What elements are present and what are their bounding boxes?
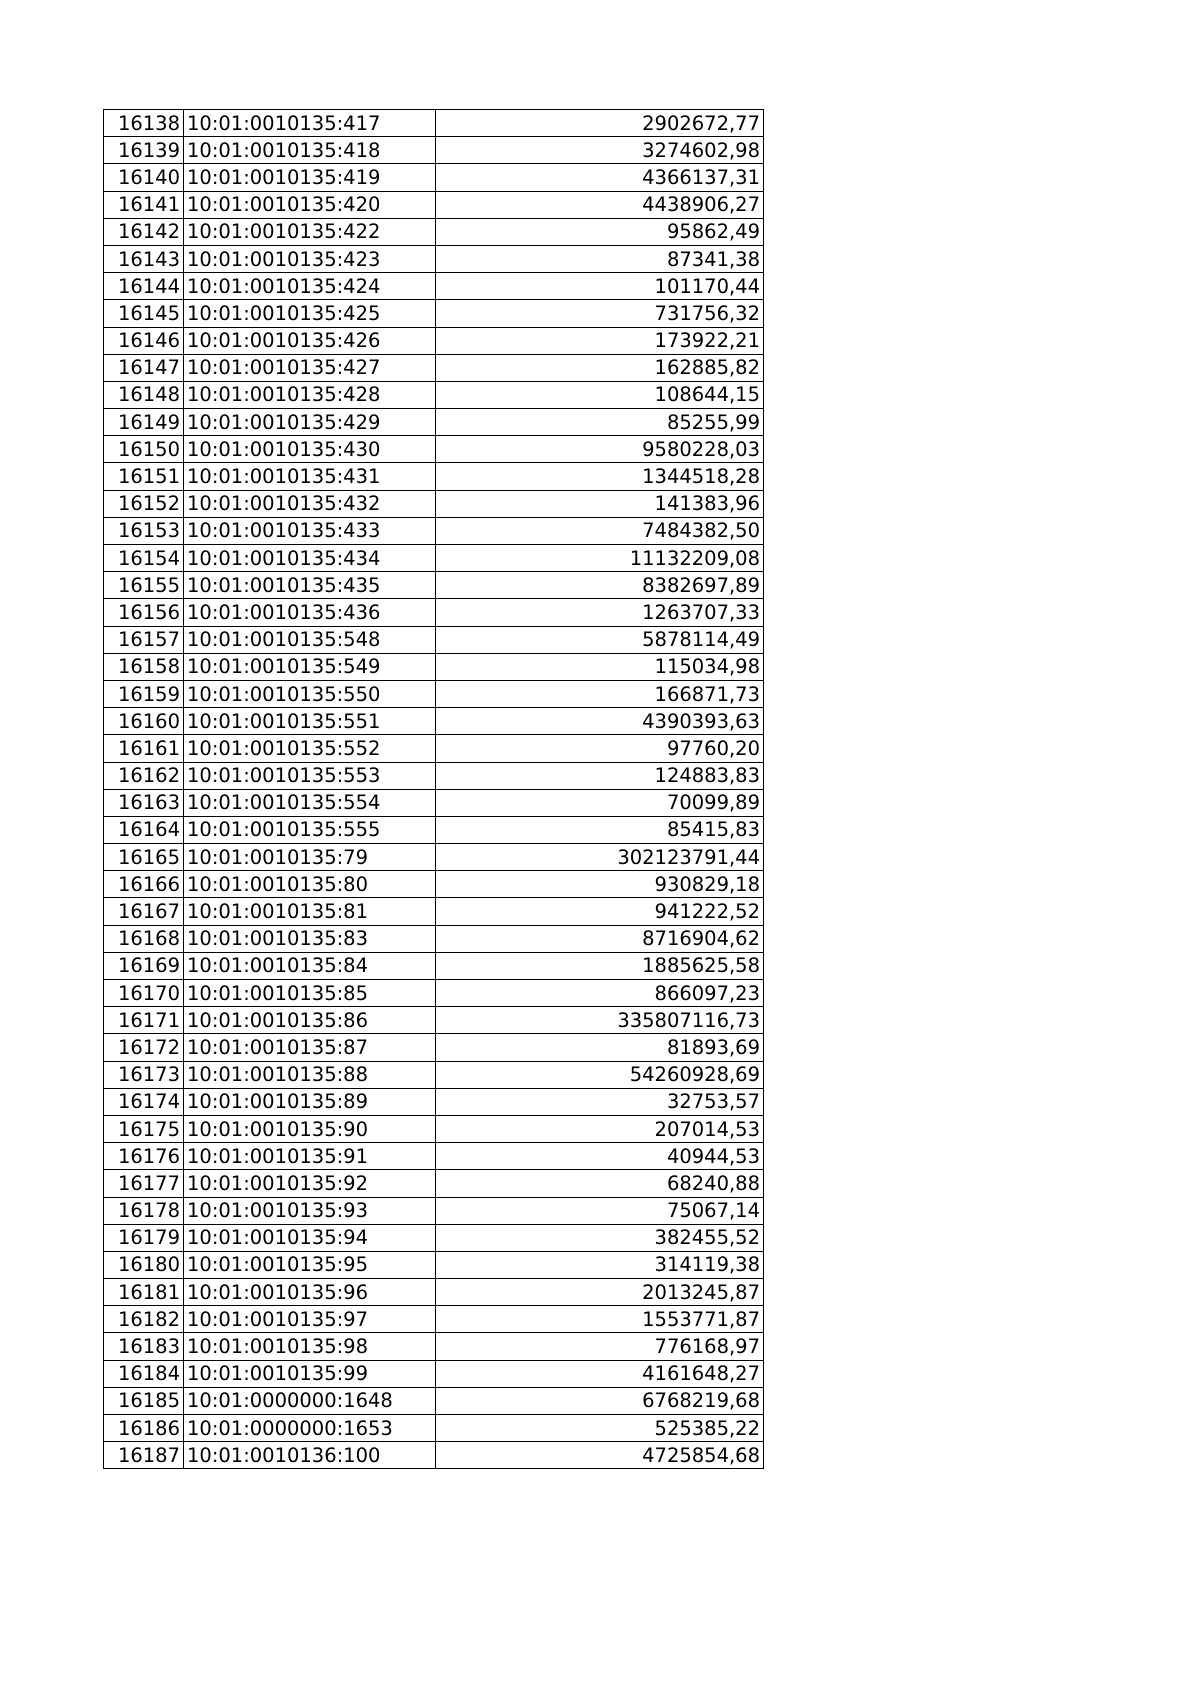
table-row bbox=[104, 1197, 764, 1224]
value-cell: 382455,52 bbox=[436, 1224, 764, 1251]
cadastral-number-cell: 10:01:0010135:426 bbox=[184, 327, 436, 354]
value-cell: 32753,57 bbox=[436, 1088, 764, 1115]
row-number-cell: 16163 bbox=[104, 789, 184, 816]
table-row bbox=[104, 273, 764, 300]
row-number-cell: 16166 bbox=[104, 871, 184, 898]
row-number-cell: 16178 bbox=[104, 1197, 184, 1224]
cadastral-number-cell: 10:01:0010135:98 bbox=[184, 1333, 436, 1360]
table-row bbox=[104, 1034, 764, 1061]
cadastral-number-cell: 10:01:0010135:86 bbox=[184, 1007, 436, 1034]
table-row bbox=[104, 1061, 764, 1088]
value-cell: 302123791,44 bbox=[436, 844, 764, 871]
cadastral-number-cell: 10:01:0010135:85 bbox=[184, 980, 436, 1007]
row-number-cell: 16172 bbox=[104, 1034, 184, 1061]
row-number-cell: 16183 bbox=[104, 1333, 184, 1360]
value-cell: 5878114,49 bbox=[436, 626, 764, 653]
table-row bbox=[104, 191, 764, 218]
value-cell: 314119,38 bbox=[436, 1251, 764, 1278]
row-number-cell: 16143 bbox=[104, 245, 184, 272]
value-cell: 95862,49 bbox=[436, 218, 764, 245]
value-cell: 108644,15 bbox=[436, 381, 764, 408]
value-cell: 4366137,31 bbox=[436, 164, 764, 191]
table-row bbox=[104, 1088, 764, 1115]
table-row bbox=[104, 110, 764, 137]
cadastral-number-cell: 10:01:0010135:95 bbox=[184, 1251, 436, 1278]
value-cell: 866097,23 bbox=[436, 980, 764, 1007]
cadastral-number-cell: 10:01:0010135:417 bbox=[184, 110, 436, 137]
cadastral-number-cell: 10:01:0010135:81 bbox=[184, 898, 436, 925]
row-number-cell: 16184 bbox=[104, 1360, 184, 1387]
table-row bbox=[104, 680, 764, 707]
table-row bbox=[104, 572, 764, 599]
cadastral-number-cell: 10:01:0010135:427 bbox=[184, 354, 436, 381]
value-cell: 1344518,28 bbox=[436, 463, 764, 490]
table-row bbox=[104, 1224, 764, 1251]
row-number-cell: 16158 bbox=[104, 653, 184, 680]
cadastral-value-table bbox=[103, 109, 764, 1469]
row-number-cell: 16173 bbox=[104, 1061, 184, 1088]
cadastral-number-cell: 10:01:0010135:553 bbox=[184, 762, 436, 789]
table-row bbox=[104, 490, 764, 517]
cadastral-number-cell: 10:01:0010135:554 bbox=[184, 789, 436, 816]
value-cell: 8382697,89 bbox=[436, 572, 764, 599]
row-number-cell: 16164 bbox=[104, 816, 184, 843]
cadastral-number-cell: 10:01:0000000:1653 bbox=[184, 1415, 436, 1442]
row-number-cell: 16182 bbox=[104, 1306, 184, 1333]
row-number-cell: 16151 bbox=[104, 463, 184, 490]
cadastral-number-cell: 10:01:0010135:91 bbox=[184, 1143, 436, 1170]
cadastral-number-cell: 10:01:0010136:100 bbox=[184, 1442, 436, 1469]
table-row bbox=[104, 952, 764, 979]
value-cell: 4161648,27 bbox=[436, 1360, 764, 1387]
value-cell: 101170,44 bbox=[436, 273, 764, 300]
cadastral-number-cell: 10:01:0010135:90 bbox=[184, 1115, 436, 1142]
cadastral-number-cell: 10:01:0010135:93 bbox=[184, 1197, 436, 1224]
row-number-cell: 16152 bbox=[104, 490, 184, 517]
cadastral-number-cell: 10:01:0010135:431 bbox=[184, 463, 436, 490]
row-number-cell: 16156 bbox=[104, 599, 184, 626]
value-cell: 115034,98 bbox=[436, 653, 764, 680]
row-number-cell: 16148 bbox=[104, 381, 184, 408]
table-row bbox=[104, 409, 764, 436]
value-cell: 11132209,08 bbox=[436, 545, 764, 572]
cadastral-number-cell: 10:01:0010135:551 bbox=[184, 708, 436, 735]
value-cell: 525385,22 bbox=[436, 1415, 764, 1442]
value-cell: 1885625,58 bbox=[436, 952, 764, 979]
row-number-cell: 16160 bbox=[104, 708, 184, 735]
table-row bbox=[104, 327, 764, 354]
table-row bbox=[104, 816, 764, 843]
value-cell: 124883,83 bbox=[436, 762, 764, 789]
value-cell: 54260928,69 bbox=[436, 1061, 764, 1088]
value-cell: 141383,96 bbox=[436, 490, 764, 517]
cadastral-number-cell: 10:01:0010135:83 bbox=[184, 925, 436, 952]
table-row bbox=[104, 545, 764, 572]
cadastral-number-cell: 10:01:0010135:88 bbox=[184, 1061, 436, 1088]
cadastral-number-cell: 10:01:0010135:433 bbox=[184, 517, 436, 544]
value-cell: 162885,82 bbox=[436, 354, 764, 381]
table-row bbox=[104, 137, 764, 164]
table-row bbox=[104, 708, 764, 735]
table-row bbox=[104, 381, 764, 408]
row-number-cell: 16149 bbox=[104, 409, 184, 436]
table-row bbox=[104, 1170, 764, 1197]
cadastral-number-cell: 10:01:0010135:429 bbox=[184, 409, 436, 436]
cadastral-number-cell: 10:01:0010135:548 bbox=[184, 626, 436, 653]
row-number-cell: 16180 bbox=[104, 1251, 184, 1278]
table-row bbox=[104, 463, 764, 490]
row-number-cell: 16144 bbox=[104, 273, 184, 300]
value-cell: 4438906,27 bbox=[436, 191, 764, 218]
table-row bbox=[104, 1251, 764, 1278]
cadastral-number-cell: 10:01:0010135:423 bbox=[184, 245, 436, 272]
table-row bbox=[104, 300, 764, 327]
row-number-cell: 16141 bbox=[104, 191, 184, 218]
row-number-cell: 16187 bbox=[104, 1442, 184, 1469]
cadastral-number-cell: 10:01:0010135:89 bbox=[184, 1088, 436, 1115]
value-cell: 166871,73 bbox=[436, 680, 764, 707]
value-cell: 776168,97 bbox=[436, 1333, 764, 1360]
cadastral-number-cell: 10:01:0010135:424 bbox=[184, 273, 436, 300]
value-cell: 70099,89 bbox=[436, 789, 764, 816]
table-row bbox=[104, 898, 764, 925]
table-row bbox=[104, 1279, 764, 1306]
value-cell: 1553771,87 bbox=[436, 1306, 764, 1333]
cadastral-number-cell: 10:01:0010135:550 bbox=[184, 680, 436, 707]
value-cell: 3274602,98 bbox=[436, 137, 764, 164]
table-row bbox=[104, 599, 764, 626]
table-row bbox=[104, 1115, 764, 1142]
table-row bbox=[104, 517, 764, 544]
table-row bbox=[104, 789, 764, 816]
value-cell: 335807116,73 bbox=[436, 1007, 764, 1034]
table-row bbox=[104, 1007, 764, 1034]
row-number-cell: 16140 bbox=[104, 164, 184, 191]
table-row bbox=[104, 735, 764, 762]
value-cell: 40944,53 bbox=[436, 1143, 764, 1170]
cadastral-number-cell: 10:01:0010135:97 bbox=[184, 1306, 436, 1333]
value-cell: 4725854,68 bbox=[436, 1442, 764, 1469]
table-row bbox=[104, 1333, 764, 1360]
value-cell: 68240,88 bbox=[436, 1170, 764, 1197]
table-row bbox=[104, 925, 764, 952]
value-cell: 207014,53 bbox=[436, 1115, 764, 1142]
row-number-cell: 16155 bbox=[104, 572, 184, 599]
row-number-cell: 16150 bbox=[104, 436, 184, 463]
value-cell: 6768219,68 bbox=[436, 1387, 764, 1414]
cadastral-number-cell: 10:01:0010135:99 bbox=[184, 1360, 436, 1387]
value-cell: 2902672,77 bbox=[436, 110, 764, 137]
row-number-cell: 16154 bbox=[104, 545, 184, 572]
value-cell: 173922,21 bbox=[436, 327, 764, 354]
cadastral-number-cell: 10:01:0010135:96 bbox=[184, 1279, 436, 1306]
row-number-cell: 16186 bbox=[104, 1415, 184, 1442]
value-cell: 930829,18 bbox=[436, 871, 764, 898]
value-cell: 97760,20 bbox=[436, 735, 764, 762]
row-number-cell: 16177 bbox=[104, 1170, 184, 1197]
row-number-cell: 16138 bbox=[104, 110, 184, 137]
cadastral-number-cell: 10:01:0010135:434 bbox=[184, 545, 436, 572]
cadastral-number-cell: 10:01:0010135:436 bbox=[184, 599, 436, 626]
table-row bbox=[104, 436, 764, 463]
row-number-cell: 16175 bbox=[104, 1115, 184, 1142]
row-number-cell: 16165 bbox=[104, 844, 184, 871]
value-cell: 75067,14 bbox=[436, 1197, 764, 1224]
row-number-cell: 16153 bbox=[104, 517, 184, 544]
table-row bbox=[104, 626, 764, 653]
row-number-cell: 16167 bbox=[104, 898, 184, 925]
cadastral-number-cell: 10:01:0010135:552 bbox=[184, 735, 436, 762]
cadastral-number-cell: 10:01:0000000:1648 bbox=[184, 1387, 436, 1414]
row-number-cell: 16169 bbox=[104, 952, 184, 979]
cadastral-number-cell: 10:01:0010135:435 bbox=[184, 572, 436, 599]
value-cell: 7484382,50 bbox=[436, 517, 764, 544]
table-row bbox=[104, 354, 764, 381]
table-row bbox=[104, 844, 764, 871]
row-number-cell: 16159 bbox=[104, 680, 184, 707]
table-row bbox=[104, 245, 764, 272]
row-number-cell: 16171 bbox=[104, 1007, 184, 1034]
row-number-cell: 16176 bbox=[104, 1143, 184, 1170]
value-cell: 85415,83 bbox=[436, 816, 764, 843]
value-cell: 9580228,03 bbox=[436, 436, 764, 463]
row-number-cell: 16147 bbox=[104, 354, 184, 381]
cadastral-number-cell: 10:01:0010135:549 bbox=[184, 653, 436, 680]
value-cell: 731756,32 bbox=[436, 300, 764, 327]
row-number-cell: 16162 bbox=[104, 762, 184, 789]
row-number-cell: 16168 bbox=[104, 925, 184, 952]
row-number-cell: 16174 bbox=[104, 1088, 184, 1115]
row-number-cell: 16179 bbox=[104, 1224, 184, 1251]
cadastral-number-cell: 10:01:0010135:87 bbox=[184, 1034, 436, 1061]
value-cell: 4390393,63 bbox=[436, 708, 764, 735]
row-number-cell: 16170 bbox=[104, 980, 184, 1007]
cadastral-number-cell: 10:01:0010135:79 bbox=[184, 844, 436, 871]
value-cell: 87341,38 bbox=[436, 245, 764, 272]
table-row bbox=[104, 653, 764, 680]
cadastral-number-cell: 10:01:0010135:92 bbox=[184, 1170, 436, 1197]
table-row bbox=[104, 1143, 764, 1170]
value-cell: 1263707,33 bbox=[436, 599, 764, 626]
table-row bbox=[104, 164, 764, 191]
row-number-cell: 16146 bbox=[104, 327, 184, 354]
row-number-cell: 16181 bbox=[104, 1279, 184, 1306]
cadastral-number-cell: 10:01:0010135:418 bbox=[184, 137, 436, 164]
table-row bbox=[104, 1442, 764, 1469]
row-number-cell: 16185 bbox=[104, 1387, 184, 1414]
cadastral-number-cell: 10:01:0010135:430 bbox=[184, 436, 436, 463]
value-cell: 81893,69 bbox=[436, 1034, 764, 1061]
cadastral-number-cell: 10:01:0010135:84 bbox=[184, 952, 436, 979]
value-cell: 8716904,62 bbox=[436, 925, 764, 952]
cadastral-number-cell: 10:01:0010135:555 bbox=[184, 816, 436, 843]
value-cell: 941222,52 bbox=[436, 898, 764, 925]
table-row bbox=[104, 1415, 764, 1442]
value-cell: 85255,99 bbox=[436, 409, 764, 436]
table-row bbox=[104, 218, 764, 245]
cadastral-number-cell: 10:01:0010135:94 bbox=[184, 1224, 436, 1251]
table-row bbox=[104, 1387, 764, 1414]
cadastral-number-cell: 10:01:0010135:428 bbox=[184, 381, 436, 408]
cadastral-number-cell: 10:01:0010135:420 bbox=[184, 191, 436, 218]
cadastral-number-cell: 10:01:0010135:80 bbox=[184, 871, 436, 898]
row-number-cell: 16161 bbox=[104, 735, 184, 762]
row-number-cell: 16139 bbox=[104, 137, 184, 164]
cadastral-number-cell: 10:01:0010135:419 bbox=[184, 164, 436, 191]
table-row bbox=[104, 1360, 764, 1387]
table-body bbox=[104, 110, 764, 1469]
row-number-cell: 16142 bbox=[104, 218, 184, 245]
cadastral-number-cell: 10:01:0010135:425 bbox=[184, 300, 436, 327]
table-row bbox=[104, 762, 764, 789]
table-row bbox=[104, 980, 764, 1007]
table-row bbox=[104, 871, 764, 898]
row-number-cell: 16145 bbox=[104, 300, 184, 327]
cadastral-number-cell: 10:01:0010135:422 bbox=[184, 218, 436, 245]
cadastral-number-cell: 10:01:0010135:432 bbox=[184, 490, 436, 517]
table-row bbox=[104, 1306, 764, 1333]
value-cell: 2013245,87 bbox=[436, 1279, 764, 1306]
row-number-cell: 16157 bbox=[104, 626, 184, 653]
